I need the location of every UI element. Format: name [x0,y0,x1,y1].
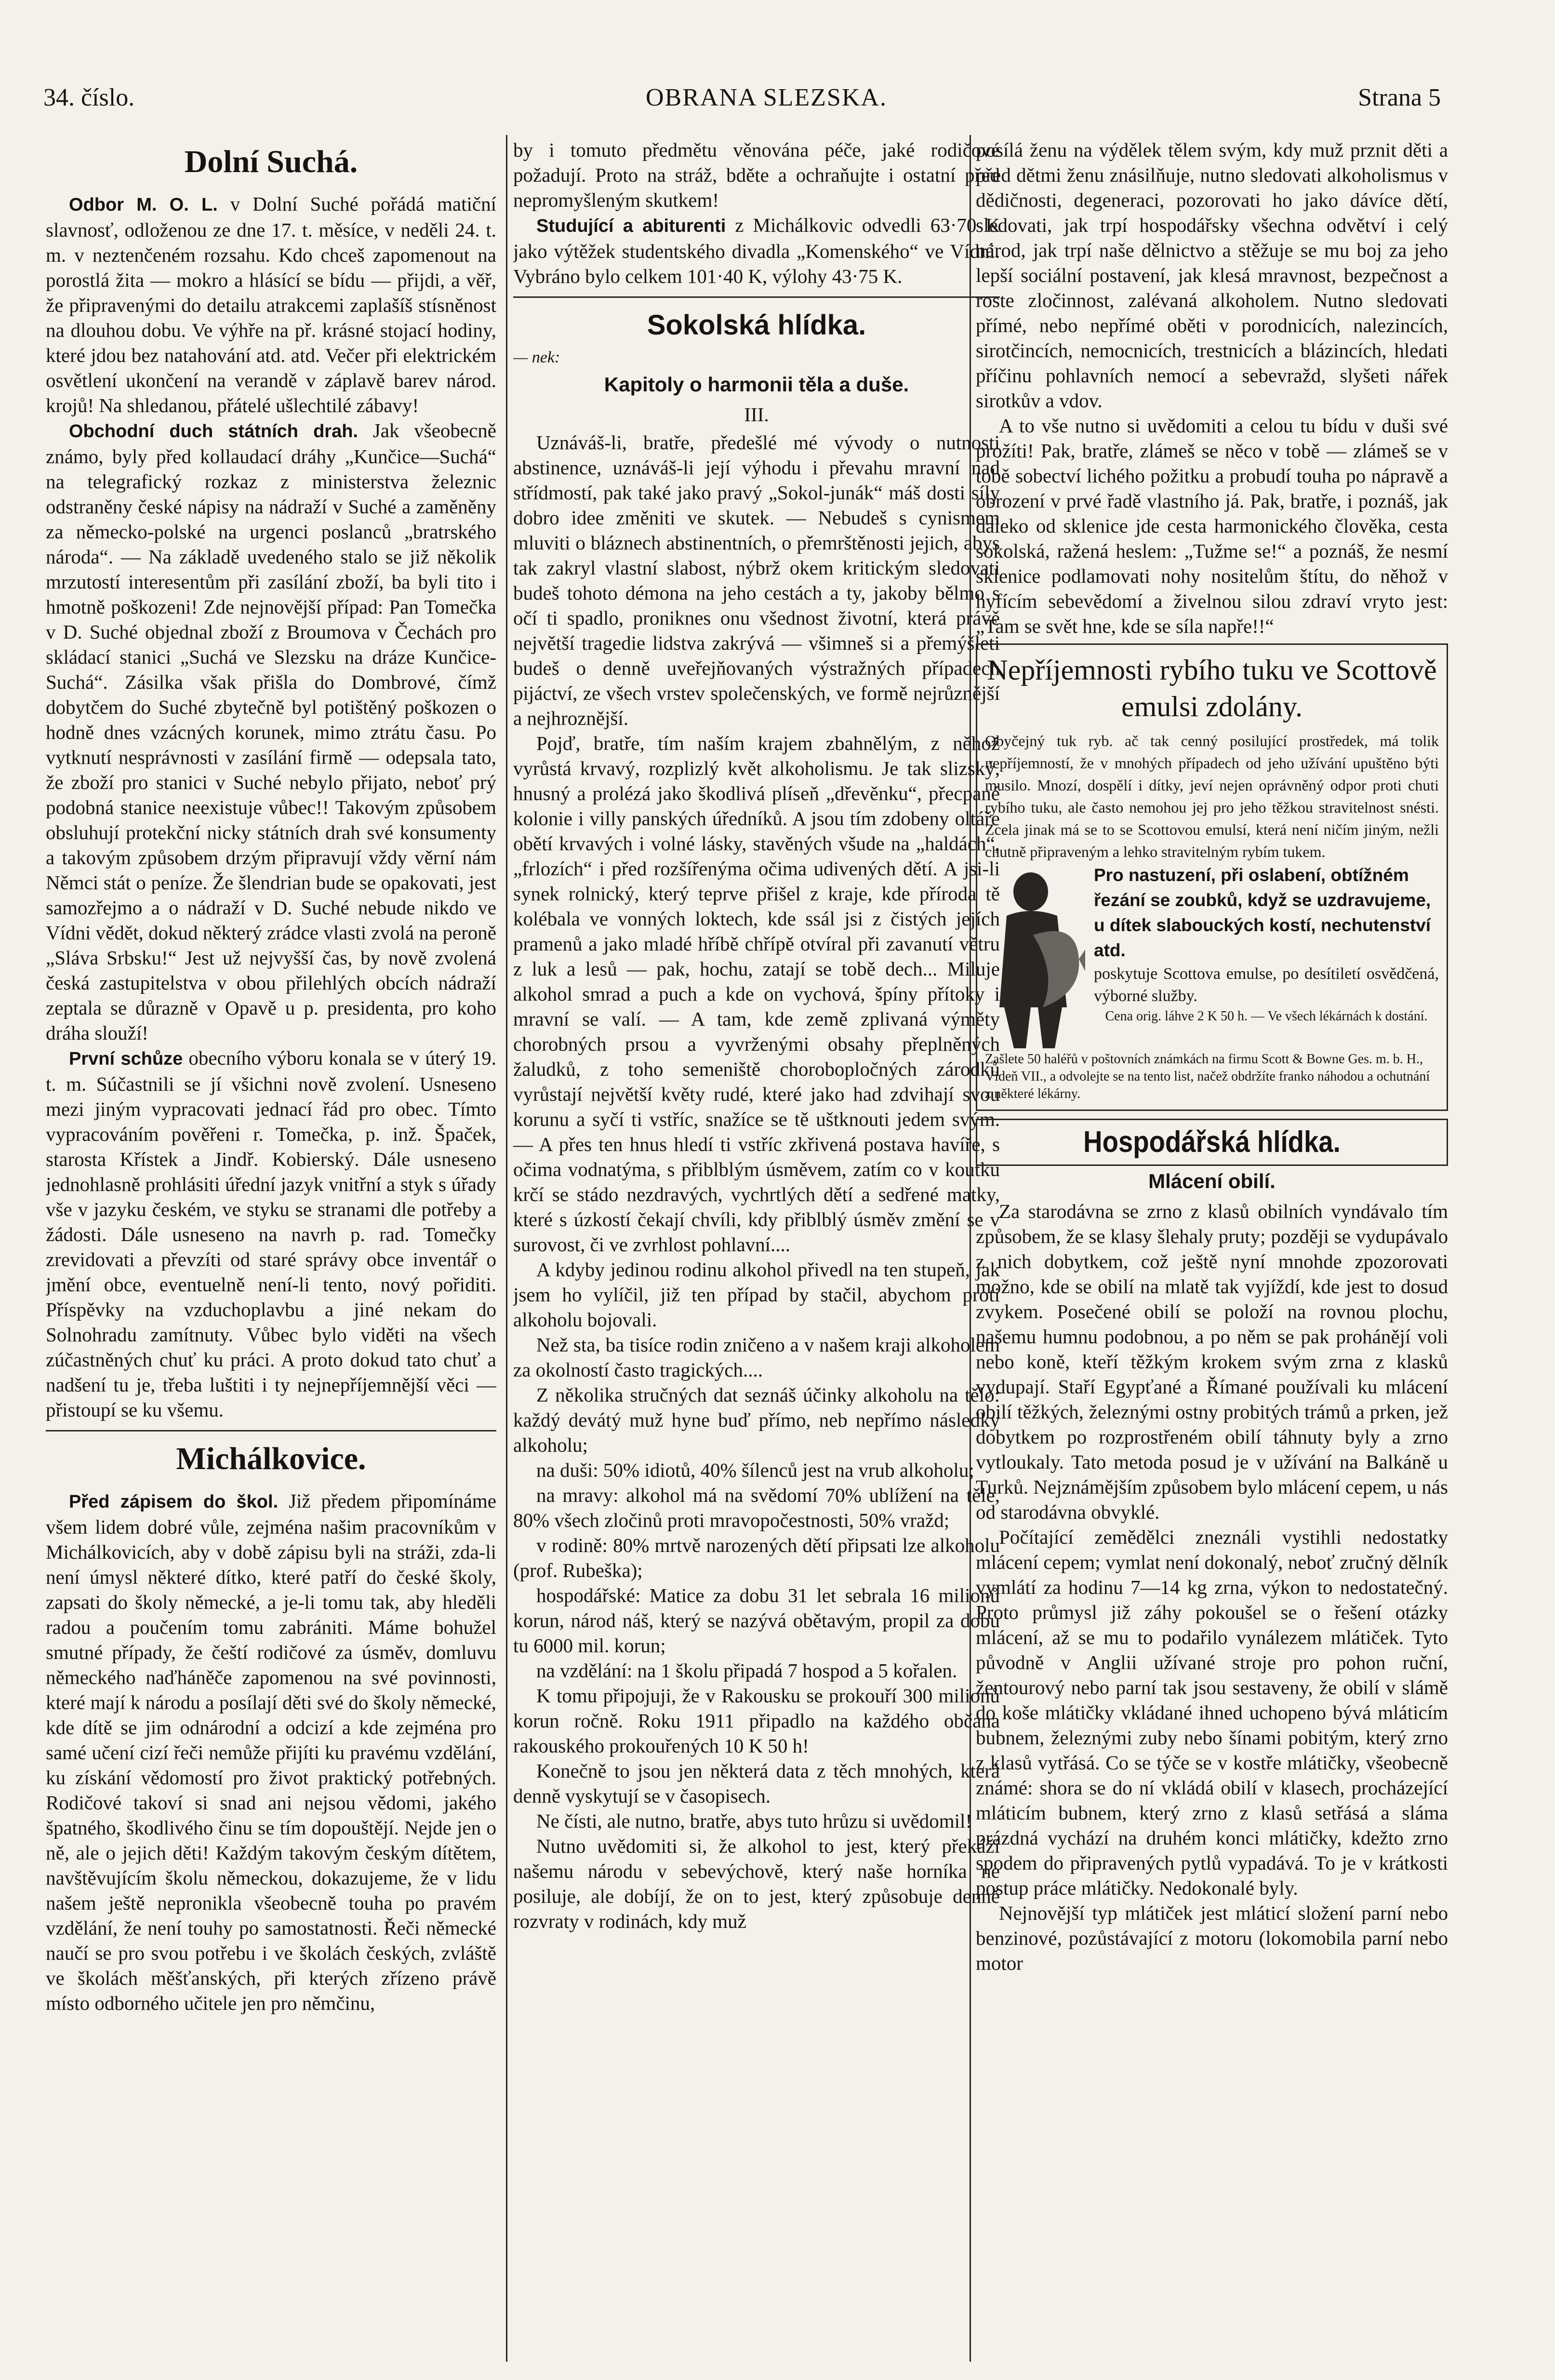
article-paragraph: A kdyby jedinou rodinu alkohol přivedl na ten stupeň, jak jsem ho vylíčil, již ten případ by stačil, abychom proti alkoholu bojovali. [513,1258,1000,1331]
article-paragraph: by i tomuto předmětu věnována péče, jaké rodičové požadují. Proto na stráž, bděte a ochraňujte i ostatní před nepromyšleným skutkem! [513,139,1000,211]
ad-benefit: poskytuje Scottova emulse, po desítiletí osvědčená, výborné služby. [1094,965,1439,1005]
article-paragraph: Počítající zemědělci zneználi vystihli nedostatky mlácení cepem; vymlat není dokonalý, neboť zručný dělník vymlátí za hodinu 7—14 kg zrna, výkon to nedostatečný. Proto průmysl již záhy pokoušel se o řešení otázky mlácení, až se mu to podařilo vynálezem mlátiček. Tyto původně v Anglii užívané stroje pro pohon ruční, žentourový nebo parní tak jsou sestaveny, že obilí v slámě do koše mlátičky vkládané ihned uchopeno bývá mláticím bubnem, železnými zuby nebo šínami pobitým, který zrno z klasů vytřásá. Co se týče se v kostře mlátičky, všeobecně známé: shora se do ní vkládá obilí v klasech, procházející mláticím bubnem, který zrno z klasů setřásá a sláma prázdná vychází na druhém konci mlátičky, kdežto zrno spodem do připravených pytlů vypadává. To je v krátkosti postup práce mlátičky. Nedokonalé byly. [976,1526,1448,1899]
article-paragraph: posílá ženu na výdělek tělem svým, kdy muž prznit děti a před dětmi ženu znásilňuje, nutno sledovati alkoholismus v dědičnosti, degeneraci, pozorovati ho jako dávíce dětí, sledovati, jak trpí hospodářsky všechna odvětví i celý národ, jak trpí naše dělnictvo a stěžuje se mu boj za jeho lepší sociální postavení, jak klesá mravnost, bezpečnost a roste zločinnost, zalévaná alkoholem. Nutno sledovati přímé, nebo nepřímé oběti v porodnicích, nalezincích, sirotčincích, nemocnicích, trestnicích a blázincích, hledati příčinu pohlavních nemocí a sebevražd, slyšeti nářek sirotkův a vdov. [976,139,1448,412]
article-paragraph: hospodářské: Matice za dobu 31 let sebrala 16 milionů korun, národ náš, který se nazývá obětavým, propil za dobu tu 6000 mil. korun; [513,1584,1000,1657]
article-paragraph: Nutno uvědomiti si, že alkohol to jest, který překáží našemu národu v sebevýchově, který naše horníka ne posiluje, ale dobíjí, že on to jest, který způsobuje denně rozvraty v rodinách, kdy muž [513,1835,1000,1932]
article-paragraph: Pojď, bratře, tím naším krajem zbahnělým, z něhož vyrůstá krvavý, rozplizlý květ alkoholismu. Je tak slizský, hnusný a prolézá jako škodlivá plíseň „dřevěnku“, přecpané kolonie i villy panských úředníků. A jsou tím zdobeny oltáře obětí krvavých i volné lásky, stavěných všude na „haldách“, „frlozích“ i před rozšířenýma očima udivených dětí. A jsi-li synek rolnický, který teprve přišel z kraje, kde příroda tě kolébala ve vonných loktech, kde ssál jsi z čistých jejích pramenů a jako mladé hříbě chřípě otvíral při zavanutí větru z luk a lesů — pak, hochu, zatají se tobě dech... Miluje alkohol smrad a puch a kde on vychová, špíny přítoky i mravní se valí. — A tam, kde země zplivaná výměty chorobných prsou a vyvrženými obsahy přeplněných žaludků, z toho semeniště chorobopločných zárodků vyrůstají největší květy rudé, které jako had zdvihají svou korunu a syčí ti vstříc, snažíce se tě uštknouti jedem svým. — A přes ten hnus hledí ti vstříc zkřivená postava havíře, s očima vodnatýma, s přiblblým úsměvem, zatím co v koutku krčí se stádo nezdravých, vychrtlých dětí a sedřené matky, které s úzkostí čekají chvíli, kdy přiblblý úsměv změní se v surovost, či ve zvrhlost pohlavní.... [513,732,1000,1256]
ad-price: Cena orig. láhve 2 K 50 h. — Ve všech lékárnách k dostání. [1105,1009,1428,1024]
ad-footer: Zašlete 50 haléřů v poštovních známkách na firmu Scott & Bowne Ges. m. b. H., Vídeň VII., a odvolejte se na tento list, načež obdržíte franko náhodou a ochutnání z některé lékárny. [985,1052,1430,1101]
article-lead: Odbor M. O. L. [69,195,218,215]
article-paragraph [46,1045,496,1422]
article-paragraph: Za starodávna se zrno z klasů obilních vyndávalo tím způsobem, že se klasy šlehaly pruty; později se vydupávalo z nich dobytkem, což ještě nyní mnohde zpozorovati možno, kde se obilí na mlatě tak vyjíždí, kde jest to dosud zvykem. Posečené obilí se položí na rovnou plochu, našemu humnu podobnou, a po něm se pak prohánějí voli nebo koně, kteří těžkým krokem svým zrna z klasků vydupají. Staří Egypťané a Římané používali ku mlácení obilí těžkých, železnými ostny probitých trámů a prken, jež dobytkem po rozprostřeném obilí táhnuty byly a zrno vytloukaly. Tato metoda posud je v užívání na Balkáně u Turků. Nejznámějším způsobem bylo mlácení cepem, u nás od starodávna obvyklé. [976,1200,1448,1523]
article-paragraph: na vzdělání: na 1 školu připadá 7 hospod a 5 kořalen. [536,1659,957,1682]
issue-number: 34. číslo. [43,84,135,111]
article-subtitle: Kapitoly o harmonii těla a duše. [604,373,909,396]
chapter-number: III. [744,403,769,426]
article-paragraph: Konečně to jsou jen některá data z těch mnohých, která denně vyskytují se v časopisech. [513,1760,1000,1807]
section-title-michalkovice: Michálkovice. [176,1441,366,1476]
article-text: Jak všeobecně známo, byly před kollaudací dráhy „Kunčice—Suchá“ na telegrafický rozkaz z ministerstva železnic odstraněny české nápisy na nádraží v Suché a zaměněny za německo-polské na urgenci poslanců „bratrského národa“. — Na základě uvedeného stalo se již několik mrzutostí interesentům při zasílání zboží, ba byli tito i hmotně poškozeni! Zde nejnovější případ: Pan Tomečka v D. Suché objednal zboží z Broumova v Čechách pro skládací stanici „Suchá ve Slezsku na dráze Kunčice-Suchá“. Zásilka však přišla do Dombrové, čímž dobytčem do Suché zbytečně byl potištěný poškozen o hodně dnes vzácných korunek, mimo ztrátu času. Po vytknutí nesprávnosti v zasílání firmě — odepsala tato, že zboží pro stanici v Suché nebylo přijato, neboť prý podobná stanice neexistuje vůbec!! Takovým způsobem obsluhují protekční nicky státních drah své konsumenty a takovým způsobem drzým připravují vždy věrní nám Němci stát o peníze. Že šlendrian bude se opakovati, jest samozřejmo a o nádraží v D. Suché nebude nikdo ve Vídni vědět, dokud některý zrádce vlasti zvolá na peroně „Sláva Srbsku!“ Jest už nejvyšší čas, by nově zvolená česká zastupitelstva v obou přilehlých obcích nádraží zeptala se důrazně v Opavě u p. presidenta, pro koho dráha slouží! [46,419,496,1044]
article-text: z Michálkovic odvedli 63·70 K jako výtěžek studentského divadla „Komenského“ ve Vídni. Vybráno bylo celkem 101·40 K, výlohy 43·75 K. [513,214,1000,287]
article-paragraph: A to vše nutno si uvědomiti a celou tu bídu v duši své prožíti! Pak, bratře, zlámeš se něco v tobě — zlámeš se v tobě sobectví lichého požitku a probudí touha po nápravě a obrození v prvé řadě vlastního já. Pak, bratře, i poznáš, jak daleko od sklenice jde cesta harmonického člověka, cesta sokolská, ražená heslem: „Tužme se!“ a poznáš, že nesmí sklenice podlamovati nohy nositelům štítu, do něhož v hyfícím sebevědomí a živelnou silou zdraví vryto jest: „Tam se svět hne, kde se síla napře!!“ [976,414,1448,637]
ad-body [985,863,1439,1051]
page-header [43,80,1441,116]
column-1 [46,137,496,2364]
section-title-hospodarska-hlidka: Hospodářská hlídka. [1083,1125,1341,1159]
ad-headline: Nepříjemnosti rybího tuku ve Scottově emulsi zdolány. [987,654,1437,722]
article-paragraph: Uznáváš-li, bratře, předešlé mé vývody o nutnosti abstinence, uznáváš-li její výhodu i převahu mravní nad střídmostí, pak také jako pravý „Sokol-junák“ máš dosti síly dobro idee změniti ve skutek. — Nebudeš s cynismem mluviti o bláznech abstinentních, o přemrštěnosti jejich, abys tak zakryl vlastní slabost, nýbrž okem kritickým sledovati budeš tohoto démona na jeho cestách a ty, jakoby bělmo s očí ti spadlo, proniknes onu všednost životní, která právě největší tragedie lidstva zakrývá — všimneš si a přemýšleti budeš o denně uveřejňovaných výstražných případech pijáctví, ze všech vrstev společenských, ve formě nejrůznější a nejhroznější. [513,431,1000,729]
article-lead: Studující a abiturenti [536,216,726,236]
article-text: obecního výboru konala se v úterý 19. t. m. Súčastnili se jí všichni nově zvolení. Usneseno mezi jiným vypracovati jednací řád pro obec. Tímto vypracováním pověřeni r. Tomečka, p. inž. Špaček, starosta Křístek a Jindř. Kobierský. Dále usneseno jednohlasně prohlásiti úřední jazyk vnitřní a styk s úřady vše v jazyku českém, ve styku se stranami dle potřeby a žádosti. Dále usneseno na navrh p. rad. Tomečky zrevidovati a převzíti od staré správy obce inventář o jmění obce, eventuelně není-li tento, nový pořiditi. Příspěvky na vzduchoplavbu a jiné nekam do Solnohradu zamítnuty. Vůbec bylo viděti na všech zúčastněných chuť ku práci. A proto dokud tato chuť a nadšení tu je, třeba luštiti i ty nejnepříjemnější věci — přistoupí se ku všemu. [46,1047,496,1421]
article-lead: Před zápisem do škol. [69,1492,279,1512]
ad-indications: Pro nastuzení, při oslabení, obtížném řezání se zoubků, když se uzdravujeme, u dítek slabouckých kostí, nechutenství atd. [1094,865,1431,960]
article-paragraph [46,1488,496,2016]
article-paragraph [513,213,1000,289]
article-text: v Dolní Suché pořádá matiční slavnosť, odloženou ze dne 17. t. měsíce, v neděli 24. t. m. v neztenčeném rozsahu. Kdo chceš zapomenout na porostlá žita — mokro a hlásící se bídu — přijdi, a věř, že připravenými do detailu atrakcemi zaplašíš stísněnost na dlouhou dobu. Ve výhře na př. krásné stojací hodiny, které jdou bez natahování atd. atd. Večer při elektrickém osvětlení ukončení na verandě v záplavě barev národ. krojů! Na shledanou, přátelé ušlechtilé zábavy! [46,193,496,416]
article-paragraph: na duši: 50% idiotů, 40% šílenců jest na vrub alkoholu; [536,1459,974,1481]
article-paragraph: K tomu připojuji, že v Rakousku se prokouří 300 milionů korun ročně. Roku 1911 připadlo na každého občana rakouského prokouřených 10 K 50 h! [513,1685,1000,1757]
hospodarska-hlidka-header [976,1119,1448,1166]
article-paragraph: v rodině: 80% mrtvě narozených dětí připsati lze alkoholu (prof. Rubeška); [513,1534,1000,1581]
article-subtitle: Mlácení obilí. [1148,1170,1276,1192]
article-paragraph: Ne čísti, ale nutno, bratře, abys tuto hrůzu si uvědomil! [536,1810,972,1832]
fisherman-with-fish-illustration [985,863,1086,1051]
page-number: Strana 5 [1358,84,1441,111]
section-rule [46,1430,496,1431]
article-lead: První schůze [69,1049,183,1069]
scott-emulsion-advertisement [976,643,1448,1111]
article-paragraph: Než sta, ba tisíce rodin zničeno a v našem kraji alkoholem za okolností často tragických.... [513,1334,1000,1381]
section-rule [513,296,1000,298]
article-paragraph: Nejnovější typ mlátiček jest mláticí složení parní nebo benzinové, pozůstávající z motoru (lokomobila parní nebo motor [976,1902,1448,1974]
article-paragraph [46,418,496,1045]
ad-intro: Obyčejný tuk ryb. ač tak cenný posilující prostředek, má tolik nepříjemností, že v mnohých případech od jeho užívání upuštěno býti musilo. Mnozí, dospělí i dítky, jeví nejen oprávněný odpor proti chuti rybího tuku, ale často nemohou jej pro jeho těžkou stravitelnost snésti. Zcela jinak má se to se Scottovou emulsí, která není ničím jiným, nežli chutně připraveným a lehko stravitelným rybím tukem. [985,732,1439,860]
column-3 [976,137,1448,2364]
article-paragraph [46,191,496,418]
article-text: Již předem připomínáme všem lidem dobré vůle, zejména našim pracovníkům v Michálkovicích, aby v době zápisu byli na stráži, zda-li není úmysl některé dítko, které patří do české školy, zapsati do školy německé, a je-li tomu tak, aby hleděli radou a poučením tomu zabrániti. Máme bohužel smutné případy, že čeští rodičové za úsměv, domluvu německého naďháněče zapomenou na své povinnosti, které mají k národu a posílají děti své do školy německé, kde dítě se jim odnárodní a odcizí a kde zejména pro samé učení cizí řeči nemůže přijíti ku pravému vzdělání, ku získání vědomostí pro život praktický potřebných. Rodičové takoví si snad ani nejsou vědomi, jakého špatného, škodlivého činu se tím dopouštějí. Nejde jen o ně, ale o jejich děti! Každým takovým českým dítětem, navštěvujícím školu německou, dokazujeme, že v lidu našem ještě nepronikla všeobecně touha po pravém vzdělání, že není touhy po samostatnosti. Řeči německé naučí se pro svou potřebu i ve školách českých, zvláště ve školách měšťanských, při kterých zřízeno právě místo odborného učitele jen pro němčinu, [46,1490,496,2014]
newspaper-title: OBRANA SLEZSKA. [646,84,887,111]
article-paragraph: Z několika stručných dat seznáš účinky alkoholu na tělo: každý devátý muž hyne buď přímo, neb nepřímo následky alkoholu; [513,1384,1000,1456]
column-2 [513,137,1000,2364]
article-paragraph: na mravy: alkohol má na svědomí 70% ublížení na těle, 80% všech zločinů proti mravopočestnosti, 50% vražd; [513,1484,1000,1531]
column-divider [506,135,507,2362]
section-title-sokolska-hlidka: Sokolská hlídka. [647,309,866,341]
article-lead: Obchodní duch státních drah. [69,421,358,441]
author-signature: — nek: [513,348,560,366]
section-title-dolni-sucha: Dolní Suchá. [184,144,358,179]
